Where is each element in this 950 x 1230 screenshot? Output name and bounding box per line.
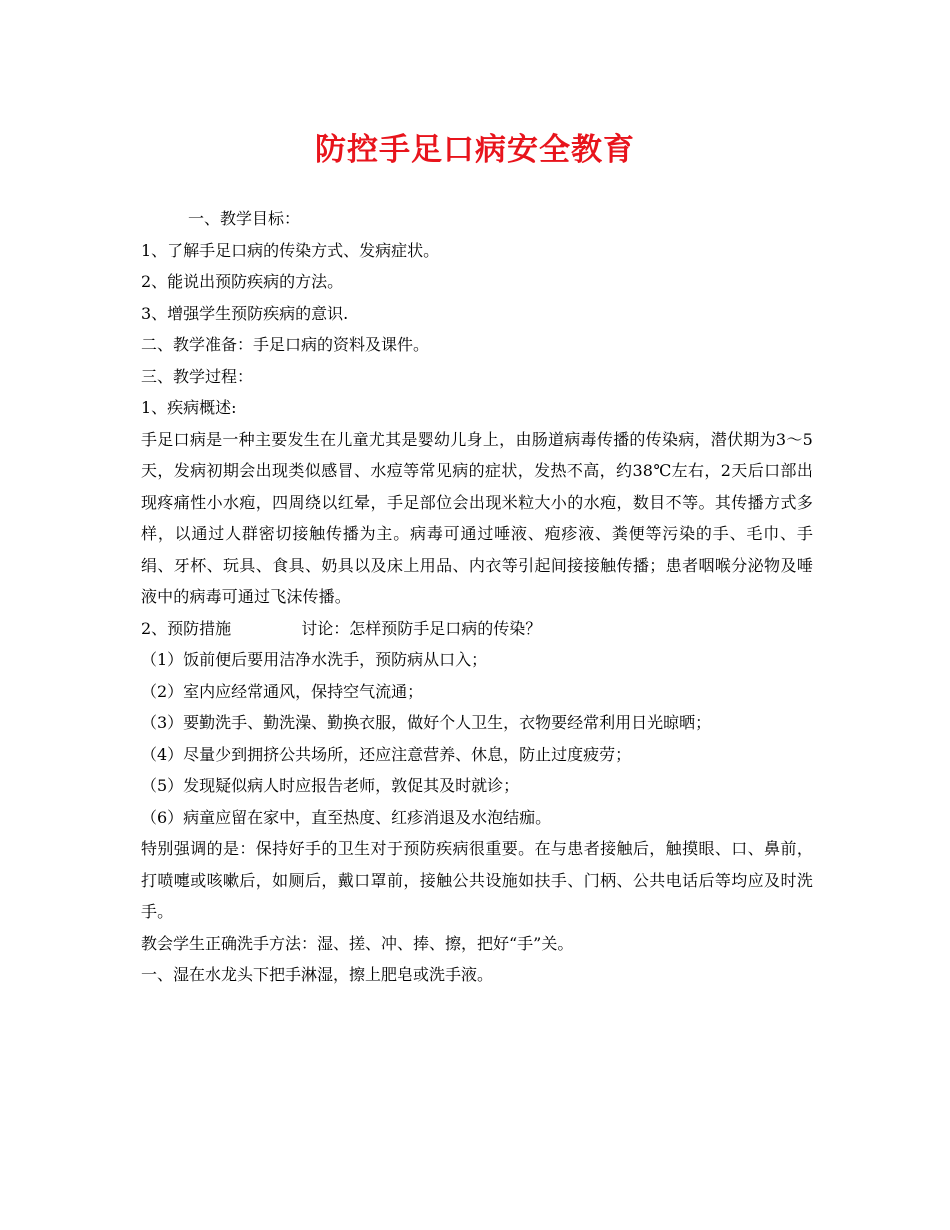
- emphasis-paragraph: 特别强调的是：保持好手的卫生对于预防疾病很重要。在与患者接触后，触摸眼、口、鼻前，打喷嚏或咳嗽后，如厕后，戴口罩前，接触公共设施如扶手、门柄、公共电话后等均应及时洗手。: [141, 839, 813, 921]
- document-title: 防控手足口病安全教育: [315, 132, 635, 168]
- measure-item-6: （6）病童应留在家中，直至热度、红疹消退及水泡结痂。: [141, 807, 552, 827]
- prevention-heading-line: [141, 613, 813, 645]
- handwashing-method: 教会学生正确洗手方法：湿、搓、冲、捧、擦，把好“手”关。: [141, 933, 574, 953]
- prevention-heading: 2、预防措施: [141, 618, 232, 638]
- measure-item-1: （1）饭前便后要用洁净水洗手，预防病从口入；: [141, 650, 488, 669]
- overview-heading: 1、疾病概述:: [141, 398, 237, 417]
- section-process-heading: 三、教学过程：: [141, 366, 254, 386]
- objective-item-3: 3、增强学生预防疾病的意识.: [141, 303, 349, 323]
- overview-paragraph: 手足口病是一种主要发生在儿童尤其是婴幼儿身上，由肠道病毒传播的传染病，潜伏期为3～5天，发病初期会出现类似感冒、水痘等常见病的症状，发热不高，约38℃左右，2天后口部出现疼痛性小水疱，四周绕以红晕，手足部位会出现米粒大小的水疱，数目不等。其传播方式多样，以通过人群密切接触传播为主。病毒可通过唾液、疱疹液、粪便等污染的手、毛巾、手绢、牙杯、玩具、食具、奶具以及床上用品、内衣等引起间接接触传播；患者咽喉分泌物及唾液中的病毒可通过飞沫传播。: [141, 429, 813, 606]
- section-objectives-heading: 一、教学目标：: [188, 209, 301, 228]
- objective-item-2: 2、能说出预防疾病的方法。: [141, 272, 344, 291]
- handwashing-step-1: 一、湿在水龙头下把手淋湿，擦上肥皂或洗手液。: [141, 965, 494, 984]
- measure-item-3: （3）要勤洗手、勤洗澡、勤换衣服，做好个人卫生，衣物要经常利用日光晾晒；: [141, 713, 712, 732]
- measure-item-5: （5）发现疑似病人时应报告老师，敦促其及时就诊；: [141, 776, 520, 795]
- prevention-discussion: 讨论：怎样预防手足口病的传染？: [301, 618, 542, 638]
- measure-item-4: （4）尽量少到拥挤公共场所，还应注意营养、休息，防止过度疲劳；: [141, 744, 632, 764]
- objective-item-1: 1、了解手足口病的传染方式、发病症状。: [141, 240, 440, 260]
- section-preparation: 二、教学准备：手足口病的资料及课件。: [141, 335, 430, 354]
- measure-item-2: （2）室内应经常通风，保持空气流通；: [141, 681, 424, 701]
- document-body: [141, 203, 813, 991]
